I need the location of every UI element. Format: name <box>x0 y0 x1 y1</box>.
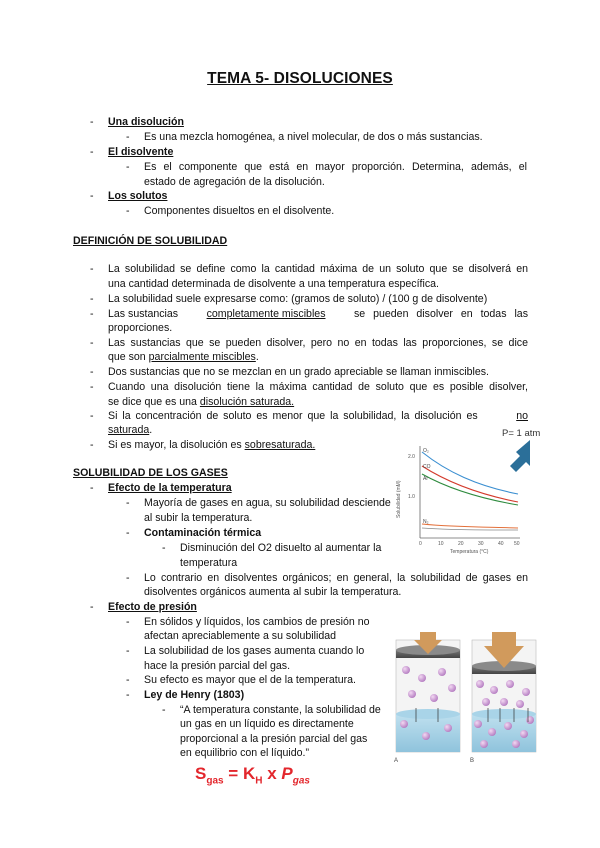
pres-b1-line2: afectan apreciablemente a su solubilidad <box>144 630 336 642</box>
pres-b2-line2: hace la presión parcial del gas. <box>144 660 291 672</box>
termica-line1: Disminución del O2 disuelto al aumentar la <box>180 542 382 554</box>
x-tick-50: 50 <box>514 541 520 547</box>
temperatura-label: Efecto de la temperatura <box>108 482 232 494</box>
sol-b4-line1: Las sustancias que se pueden disolver, pero no en todas las proporciones, se dice <box>108 337 528 349</box>
disolucion-definition: Es una mezcla homogénea, a nivel molecular, de dos o más sustancias. <box>144 131 483 143</box>
bullet-dash: - <box>162 704 166 716</box>
sol-b3-line2: proporciones. <box>108 322 173 334</box>
disolucion-label: Una disolución <box>108 116 184 128</box>
bullet-dash: - <box>90 293 94 305</box>
contaminacion-label: Contaminación térmica <box>144 527 262 539</box>
series-label-ar: Ar <box>423 476 428 482</box>
figure-label-a: A <box>394 758 399 764</box>
bullet-dash: - <box>126 674 130 686</box>
page-title: TEMA 5- DISOLUCIONES <box>207 70 393 87</box>
sol-b3-line1 <box>108 307 528 322</box>
formula-sub-h: H <box>255 775 263 787</box>
sol-b8-text: Si es mayor, la disolución es <box>108 439 242 451</box>
bullet-dash: - <box>90 482 94 494</box>
bullet-dash: - <box>126 689 130 701</box>
bullet-dash: - <box>90 190 94 202</box>
disolvente-definition-line1: Es el componente que está en mayor proporción. Determina, además, el <box>144 161 527 173</box>
pressure-label: P= 1 atm <box>502 428 541 439</box>
formula-p: P <box>281 764 293 783</box>
figure-label-b: B <box>470 758 475 764</box>
disolvente-label: El disolvente <box>108 146 174 158</box>
sol-b7-end: . <box>149 424 153 436</box>
formula-eq-k: = K <box>223 764 256 783</box>
bullet-dash: - <box>126 205 130 217</box>
bullet-dash: - <box>126 616 130 628</box>
bullet-dash: - <box>126 572 130 584</box>
arrow-icon <box>510 440 530 472</box>
bullet-dash: - <box>126 161 130 173</box>
bullet-dash: - <box>90 439 94 451</box>
no-saturada-term: saturada <box>108 424 150 436</box>
miscibles-term: completamente miscibles <box>206 308 326 320</box>
curve-co <box>422 466 518 502</box>
bullet-dash: - <box>90 337 94 349</box>
formula-times: x <box>262 764 282 783</box>
curve-n2 <box>422 524 518 528</box>
bullet-dash: - <box>90 308 94 320</box>
sol-b7-text: Si la concentración de soluto es menor que la solubilidad, la disolución es <box>108 410 478 422</box>
sol-b3-text-b: se pueden disolver en todas las <box>353 308 528 320</box>
solutos-definition: Componentes disueltos en el disolvente. <box>144 205 335 217</box>
sol-b7-line1 <box>108 409 528 424</box>
saturada-term: disolución saturada. <box>199 396 295 408</box>
henry-quote-line3: proporcional a la presión parcial del gas <box>180 733 368 745</box>
formula-s: S <box>195 764 207 783</box>
sol-b5: Dos sustancias que no se mezclan en un grado apreciable se llaman inmiscibles. <box>108 366 489 378</box>
series-label-n2: N₂ <box>423 519 429 525</box>
bullet-dash: - <box>90 116 94 128</box>
curve-extra <box>422 528 518 530</box>
temp-b1-line1: Mayoría de gases en agua, su solubilidad desciende <box>144 497 391 509</box>
bullet-dash: - <box>126 497 130 509</box>
formula-sub-gas2: gas <box>292 775 310 787</box>
sol-b2: La solubilidad suele expresarse como: (gramos de soluto) / (100 g de disolvente) <box>108 293 488 305</box>
y-axis-label: Solubilidad (mM) <box>396 480 402 518</box>
sol-b3-text-a: Las sustancias <box>108 308 179 320</box>
disolvente-definition-line2: estado de agregación de la disolución. <box>144 176 325 188</box>
henry-quote-line1: “A temperatura constante, la solubilidad de <box>180 704 381 716</box>
henry-piston-figure <box>392 632 540 764</box>
series-label-o2: O₂ <box>423 448 429 454</box>
pres-b1-line1: En sólidos y líquidos, los cambios de presión no <box>144 616 370 628</box>
bullet-dash: - <box>90 263 94 275</box>
bullet-dash: - <box>126 645 130 657</box>
temp-b1-line2: al subir la temperatura. <box>144 512 253 524</box>
bullet-dash: - <box>90 146 94 158</box>
solubility-temperature-chart <box>392 438 532 558</box>
curve-o2 <box>422 452 518 494</box>
henry-quote-line4: en equilibrio con el líquido.” <box>180 747 309 759</box>
sol-b1-line2: una cantidad determinada de disolvente a una temperatura específica. <box>108 278 439 290</box>
x-axis-label: Temperatura (°C) <box>450 549 489 555</box>
bullet-dash: - <box>90 366 94 378</box>
solutos-label: Los solutos <box>108 190 168 202</box>
sol-b6-line2 <box>108 395 294 410</box>
bullet-dash: - <box>90 381 94 393</box>
sol-b4-line2 <box>108 350 259 365</box>
y-tick-2: 2.0 <box>408 454 415 460</box>
parcialmente-miscibles-term: parcialmente miscibles <box>148 351 256 363</box>
gases-heading: SOLUBILIDAD DE LOS GASES <box>73 467 228 479</box>
pres-b3: Su efecto es mayor que el de la temperatura. <box>144 674 356 686</box>
bullet-dash: - <box>90 601 94 613</box>
series-label-co: CO <box>423 464 431 470</box>
no-term: no <box>516 410 528 422</box>
sobresaturada-term: sobresaturada. <box>244 439 316 451</box>
x-tick-10: 10 <box>438 541 444 547</box>
henry-quote-line2: un gas en un líquido es directamente <box>180 718 354 730</box>
sol-b4-text-a: que son <box>108 351 146 363</box>
henry-label: Ley de Henry (1803) <box>144 689 245 701</box>
x-tick-0: 0 <box>419 541 422 547</box>
bullet-dash: - <box>162 542 166 554</box>
y-tick-1: 1.0 <box>408 494 415 500</box>
sol-b6-text-a: se dice que es una <box>108 396 197 408</box>
x-tick-20: 20 <box>458 541 464 547</box>
termica-line2: temperatura <box>180 557 238 569</box>
x-tick-40: 40 <box>498 541 504 547</box>
bullet-dash: - <box>126 131 130 143</box>
formula-sub-gas: gas <box>206 775 224 787</box>
presion-label: Efecto de presión <box>108 601 197 613</box>
solubilidad-heading: DEFINICIÓN DE SOLUBILIDAD <box>73 235 228 247</box>
temp-b2-line1: Lo contrario en disolventes orgánicos; en general, la solubilidad de gases en <box>144 572 528 584</box>
sol-b1-line1: La solubilidad se define como la cantidad máxima de un soluto que se disolverá en <box>108 263 528 275</box>
bullet-dash: - <box>126 527 130 539</box>
bullet-dash: - <box>90 410 94 422</box>
sol-b6-line1: Cuando una disolución tiene la máxima cantidad de soluto que es posible disolver, <box>108 381 528 393</box>
pres-b2-line1: La solubilidad de los gases aumenta cuando lo <box>144 645 365 657</box>
temp-b2-line2: disolventes orgánicos aumenta al subir la temperatura. <box>144 586 402 598</box>
sol-b7-line2 <box>108 423 152 438</box>
sol-b4-text-b: . <box>255 351 259 363</box>
henry-formula <box>195 764 310 789</box>
sol-b8 <box>108 438 315 453</box>
x-tick-30: 30 <box>478 541 484 547</box>
